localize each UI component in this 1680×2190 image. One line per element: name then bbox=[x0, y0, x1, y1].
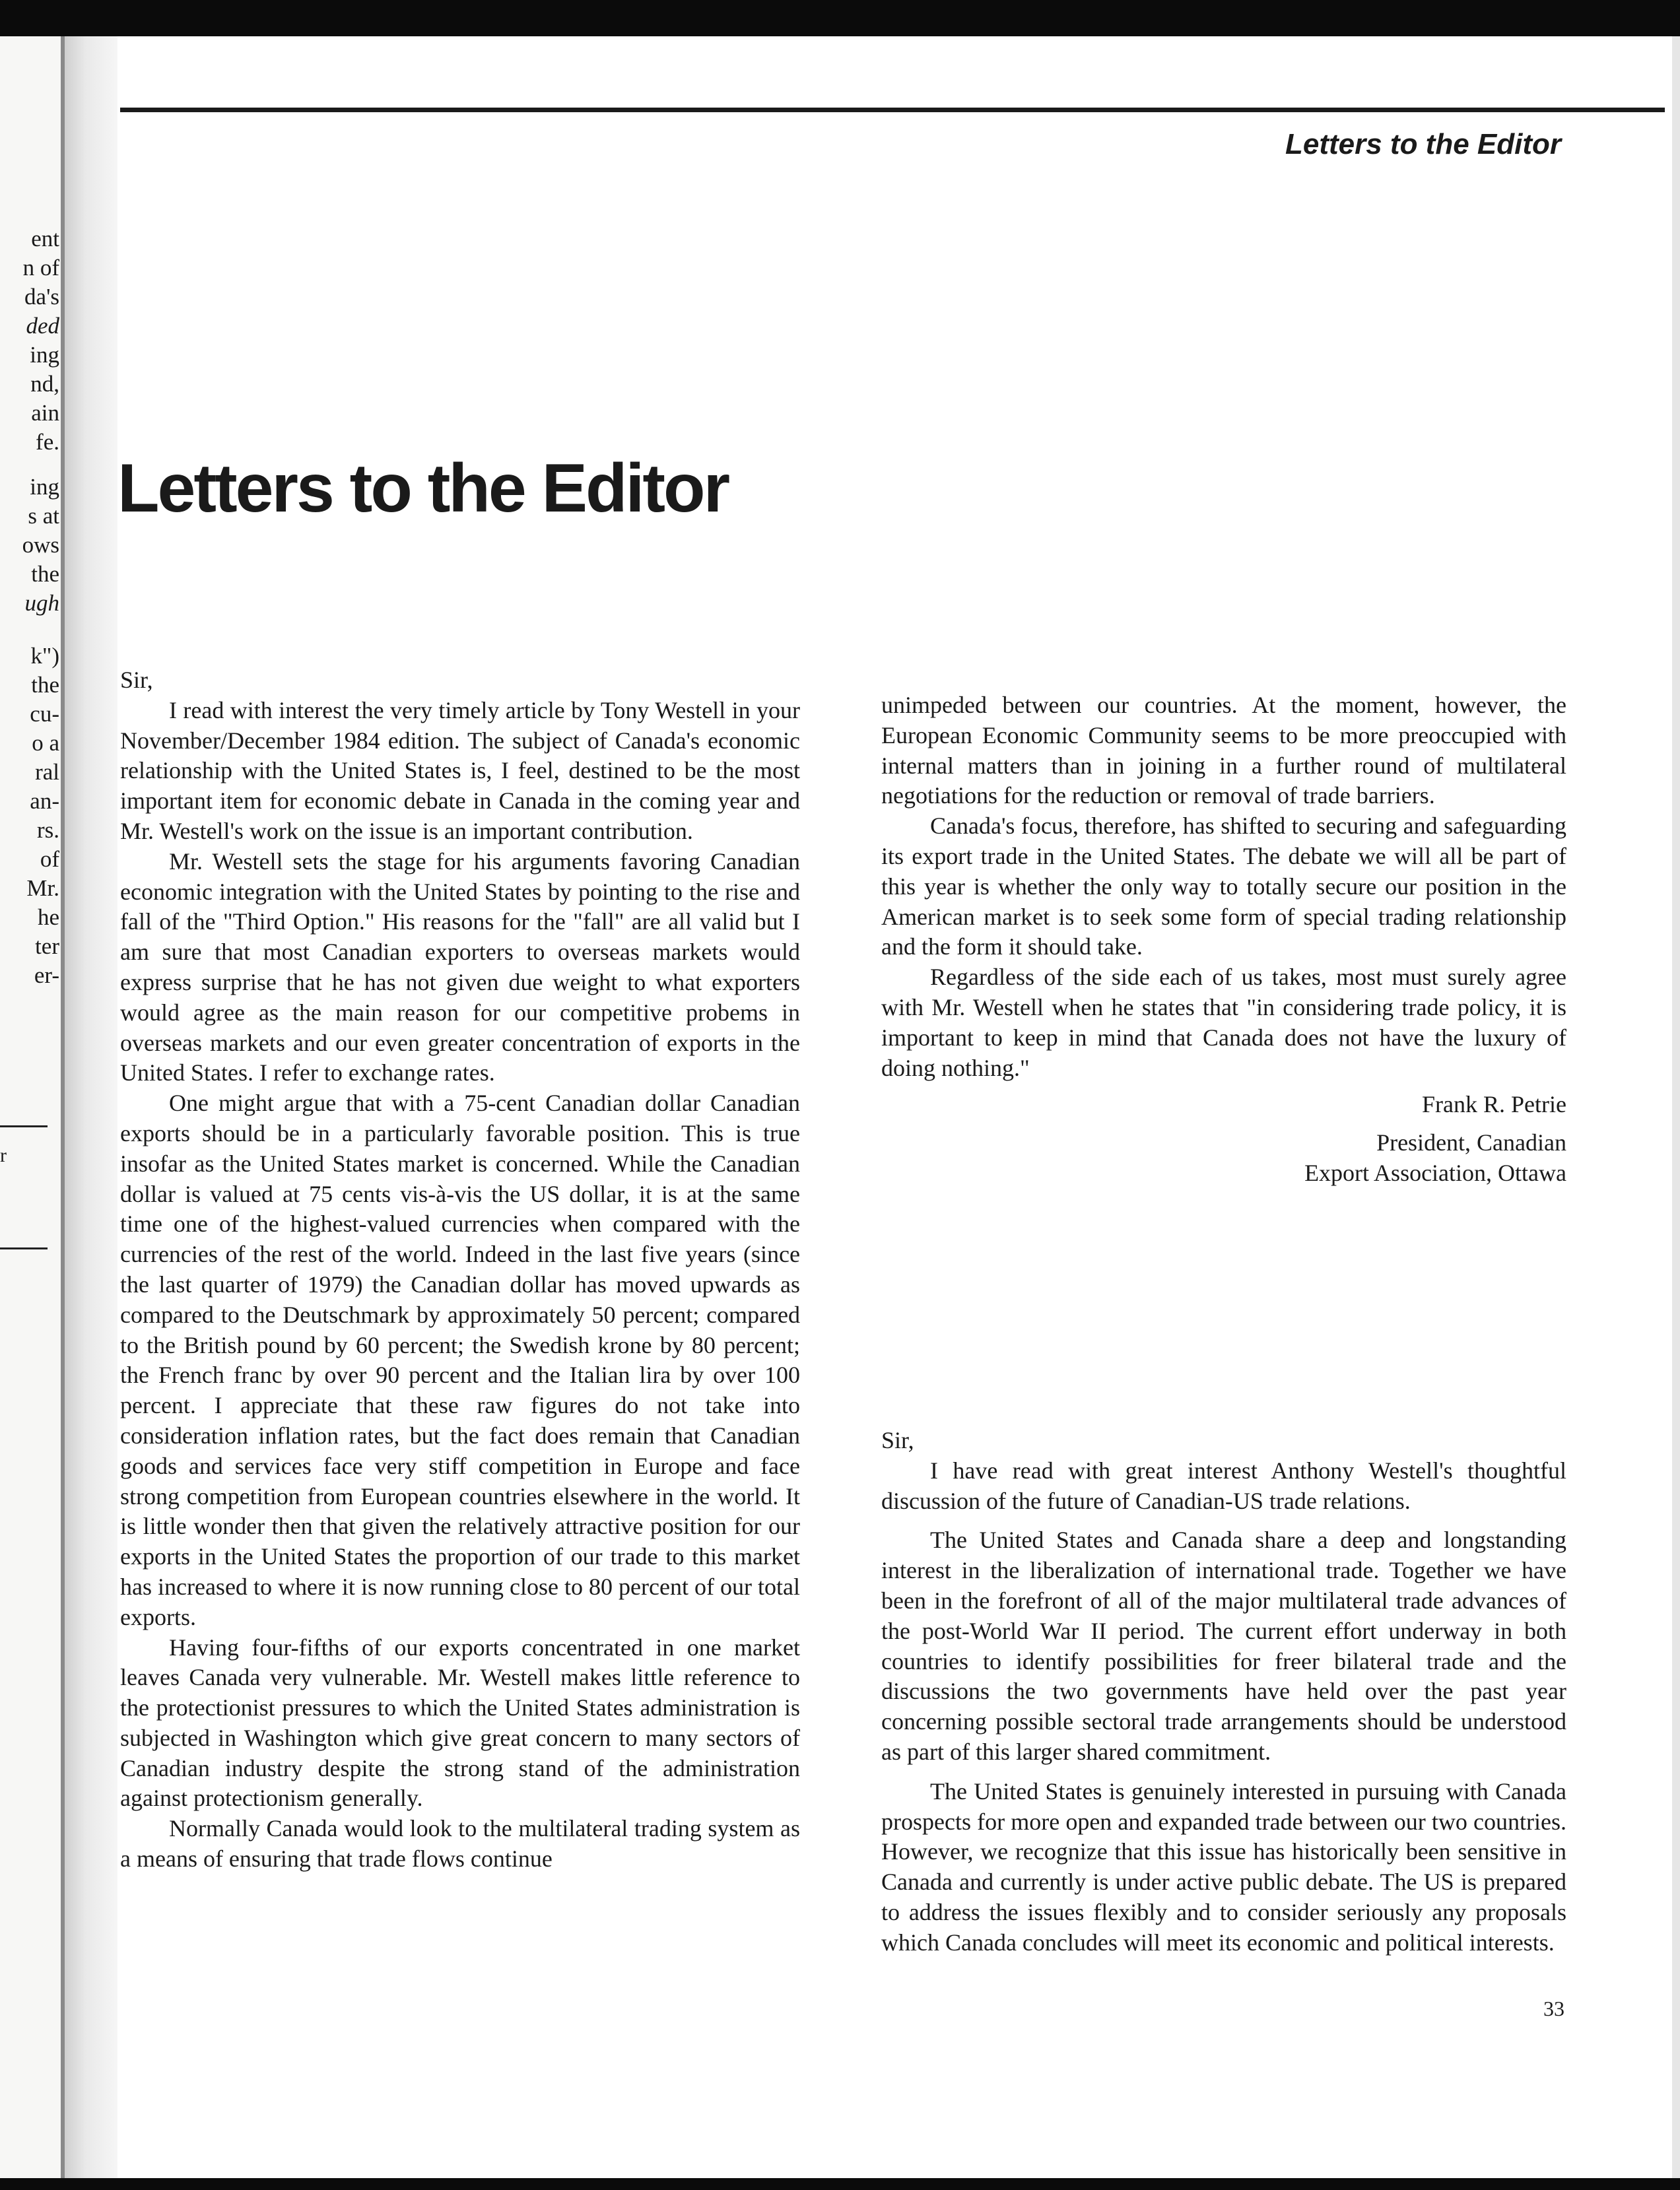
letter2-paragraph: The United States is genuinely interested in pursuing with Canada prospects for more open and expanded trade between our two countries. However, we recognize that this issue has historically been sensitive in Canada and currently is under active public debate. The US is prepared to address the issues flexibly and to consider seriously any proposals which Canada concludes will meet its economic and political interests. bbox=[881, 1777, 1566, 1956]
previous-page-edge bbox=[0, 36, 65, 2178]
fragment-line: the bbox=[31, 561, 59, 587]
letter1-column-left bbox=[120, 665, 800, 1875]
previous-page-rule bbox=[0, 1125, 48, 1127]
fragment-line: an- bbox=[30, 788, 59, 814]
fragment-line: Mr. bbox=[26, 875, 59, 901]
fragment-line: cu- bbox=[30, 701, 59, 727]
letter1-paragraph: Mr. Westell sets the stage for his arguments favoring Canadian economic integration with the United States by pointing to the rise and fall of the "Third Option." His reasons for the "fall" are all valid but I am sure that most Canadian exporters to overseas markets would express surprise that he has not given due weight to what exporters would agree as the main reason for our competitive probems in overseas markets and our even greater concentration of exports in the United States. I refer to exchange rates. bbox=[120, 847, 800, 1086]
letter2-column bbox=[881, 1426, 1566, 1958]
fragment-line: the bbox=[31, 672, 59, 698]
fragment-line: er- bbox=[34, 962, 59, 988]
letter1-signature-name: Frank R. Petrie bbox=[1422, 1091, 1566, 1118]
fragment-line: da's bbox=[24, 284, 59, 310]
letter2-paragraph: The United States and Canada share a deep and longstanding interest in the liberalization of international trade. Together we have been in the forefront of all of the major multilateral trade advances of the post-World War II period. The current effort underway in both countries to identify possibilities for freer bilateral trade and the discussions the two governments have held over the past year concerning possible sectoral trade arrangements should be understood as part of this larger shared commitment. bbox=[881, 1527, 1566, 1765]
fragment-line: n of bbox=[22, 255, 59, 281]
letter1-column-right bbox=[881, 690, 1566, 1189]
letter1-signature-title: President, Canadian bbox=[1376, 1129, 1566, 1156]
letter1-paragraph: One might argue that with a 75-cent Canadian dollar Canadian exports should be in a particularly favorable position. This is true insofar as the United States market is concerned. While the Canadian dollar is valued at 75 cents vis-à-vis the US dollar, it is at the same time one of the highest-valued currencies when compared with the currencies of the rest of the world. Indeed in the last five years (since the last quarter of 1979) the Canadian dollar has moved upwards as compared to the Deutschmark by approximately 50 percent; compared to the British pound by 60 percent; the Swedish krone by 80 percent; the French franc by over 90 percent and the Italian lira by over 100 percent. I appreciate that these raw figures do not take into consideration inflation rates, but the fact does remain that Canadian goods and services face very stiff competition in Europe and face strong competition from European countries elsewhere in the world. It is little wonder then that given the relatively attractive position for our exports in the United States the proportion of our trade to this market has increased to where it is now running close to 80 percent of our total exports. bbox=[120, 1090, 800, 1630]
letter1-signature-title: Export Association, Ottawa bbox=[1304, 1159, 1566, 1186]
fragment-line: s at bbox=[28, 503, 59, 529]
page-number: 33 bbox=[1543, 1997, 1564, 2020]
letter2-salutation: Sir, bbox=[881, 1427, 914, 1453]
fragment-line: o a bbox=[32, 730, 59, 756]
fragment-line: r bbox=[0, 1145, 7, 1166]
scan-border-top bbox=[0, 0, 1680, 36]
running-head: Letters to the Editor bbox=[1285, 128, 1561, 160]
fragment-line: ent bbox=[31, 226, 59, 251]
scan-border-right bbox=[1672, 36, 1680, 2178]
fragment-line: ows bbox=[22, 532, 59, 558]
letter1-paragraph: I read with interest the very timely article by Tony Westell in your November/December 1984 edition. The subject of Canada's economic relationship with the United States is, I feel, destined to be the most important item for economic debate in Canada in the coming year and Mr. Westell's work on the issue is an important contribution. bbox=[120, 696, 800, 844]
page-title: Letters to the Editor bbox=[118, 450, 729, 527]
letter1-paragraph: Having four-fifths of our exports concentrated in one market leaves Canada very vulnerable. Mr. Westell makes little reference to the protectionist pressures to which the United States administration is subjected in Washington which give great concern to many sectors of Canadian industry despite the strong stand of the administration against protectionism generally. bbox=[120, 1634, 800, 1812]
fragment-line: ral bbox=[35, 759, 59, 785]
letter1-continuation: unimpeded between our countries. At the moment, however, the European Economic Community seems to be more preoccupied with internal matters than in joining in a further round of multilateral negotiations for the reduction or removal of trade barriers. bbox=[881, 692, 1566, 809]
fragment-line: ing bbox=[30, 342, 59, 368]
fragment-line: k") bbox=[30, 643, 59, 669]
scan-border-bottom bbox=[0, 2178, 1680, 2190]
header-rule bbox=[120, 108, 1665, 112]
binding-gutter bbox=[65, 36, 118, 2178]
fragment-line: ter bbox=[35, 933, 59, 959]
fragment-line: nd, bbox=[30, 371, 59, 397]
fragment-line: he bbox=[37, 904, 59, 930]
previous-page-rule bbox=[0, 1247, 48, 1249]
letter1-paragraph: Normally Canada would look to the multilateral trading system as a means of ensuring that trade flows continue bbox=[120, 1815, 800, 1873]
fragment-line: rs. bbox=[36, 817, 59, 843]
fragment-line: ing bbox=[30, 474, 59, 500]
fragment-line: ugh bbox=[24, 590, 59, 616]
letter2-paragraph: I have read with great interest Anthony Westell's thoughtful discussion of the future of Canadian-US trade relations. bbox=[881, 1457, 1566, 1514]
fragment-line: ain bbox=[31, 400, 59, 426]
fragment-line: fe. bbox=[36, 429, 59, 455]
letter1-paragraph: Regardless of the side each of us takes, most must surely agree with Mr. Westell when he states that "in considering trade policy, it is important to keep in mind that Canada does not have the luxury of doing nothing." bbox=[881, 964, 1566, 1081]
letter1-salutation: Sir, bbox=[120, 667, 153, 693]
fragment-line: of bbox=[40, 846, 59, 872]
letter1-paragraph: Canada's focus, therefore, has shifted to securing and safeguarding its export trade in the United States. The debate we will all be part of this year is whether the only way to totally secure our position in the American market is to seek some form of special trading relationship and the form it should take. bbox=[881, 813, 1566, 960]
fragment-line: ded bbox=[26, 313, 59, 339]
previous-page-text bbox=[0, 224, 59, 990]
